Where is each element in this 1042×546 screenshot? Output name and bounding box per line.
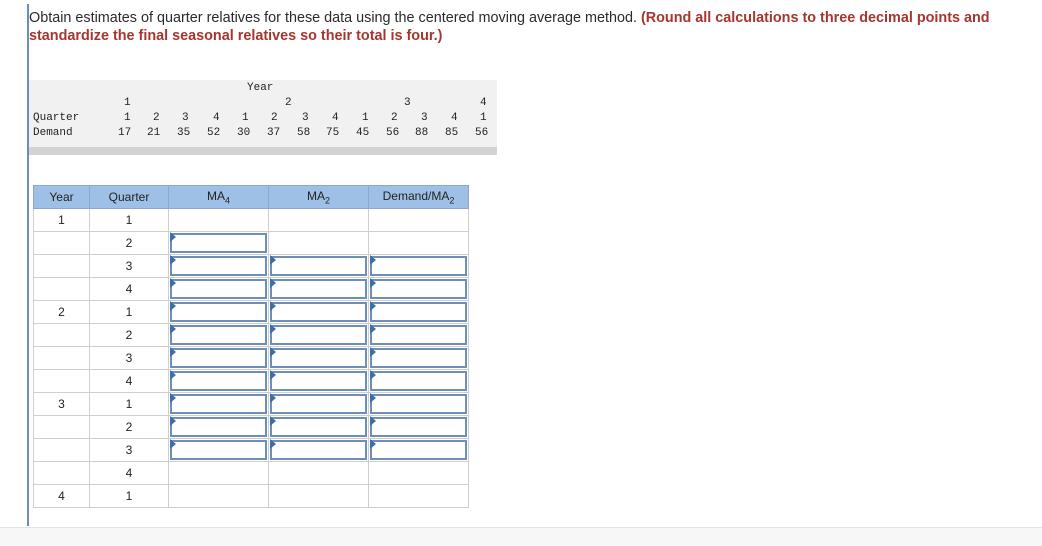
ratio-cell xyxy=(369,485,469,508)
entry-marker-icon xyxy=(270,301,276,311)
input-box[interactable] xyxy=(270,325,367,345)
demand-value: 85 xyxy=(445,127,459,139)
demand-value: 30 xyxy=(237,127,251,139)
demand-value: 75 xyxy=(326,127,340,139)
input-box[interactable] xyxy=(270,302,367,322)
input-box[interactable] xyxy=(370,417,467,437)
ma4-input[interactable] xyxy=(169,232,269,255)
ma2-input[interactable] xyxy=(269,255,369,278)
entry-marker-icon xyxy=(370,439,376,449)
quarter-value: 1 xyxy=(242,112,249,124)
table-row xyxy=(34,278,469,301)
demand-row-label: Demand xyxy=(33,127,73,139)
ratio-input[interactable] xyxy=(369,324,469,347)
entry-marker-icon xyxy=(170,347,176,357)
quarter-value: 4 xyxy=(213,112,220,124)
entry-marker-icon xyxy=(370,347,376,357)
input-box[interactable] xyxy=(370,371,467,391)
col-header-ma4 xyxy=(169,186,269,209)
entry-marker-icon xyxy=(170,324,176,334)
ma2-cell xyxy=(269,209,369,232)
input-box[interactable] xyxy=(170,256,267,276)
table-row xyxy=(34,439,469,462)
table-row xyxy=(34,462,469,485)
quarter-value: 1 xyxy=(480,112,487,124)
demand-value: 45 xyxy=(356,127,370,139)
quarter-value: 1 xyxy=(124,112,131,124)
data-table-footer-bar xyxy=(29,147,497,155)
ma2-cell xyxy=(269,462,369,485)
table-row xyxy=(34,209,469,232)
ratio-input[interactable] xyxy=(369,393,469,416)
entry-marker-icon xyxy=(270,416,276,426)
input-box[interactable] xyxy=(170,348,267,368)
input-box[interactable] xyxy=(170,302,267,322)
year-cell xyxy=(34,255,90,278)
col-header-quarter: Quarter xyxy=(90,186,169,209)
ma4-input[interactable] xyxy=(169,278,269,301)
year-cell xyxy=(34,439,90,462)
entry-marker-icon xyxy=(170,393,176,403)
quarter-value: 4 xyxy=(451,112,458,124)
year-heading: Year xyxy=(247,82,274,94)
input-box[interactable] xyxy=(170,417,267,437)
entry-marker-icon xyxy=(270,439,276,449)
demand-value: 88 xyxy=(415,127,429,139)
ma4-input[interactable] xyxy=(169,370,269,393)
entry-marker-icon xyxy=(370,393,376,403)
table-row xyxy=(34,393,469,416)
quarter-cell: 1 xyxy=(90,485,169,508)
input-box[interactable] xyxy=(170,394,267,414)
entry-marker-icon xyxy=(170,255,176,265)
quarter-cell: 4 xyxy=(90,370,169,393)
ma2-input[interactable] xyxy=(269,324,369,347)
input-box[interactable] xyxy=(370,302,467,322)
entry-marker-icon xyxy=(270,347,276,357)
ma2-input[interactable] xyxy=(269,278,369,301)
ratio-input[interactable] xyxy=(369,370,469,393)
input-box[interactable] xyxy=(270,417,367,437)
entry-marker-icon xyxy=(370,370,376,380)
ratio-input[interactable] xyxy=(369,416,469,439)
quarter-cell: 3 xyxy=(90,439,169,462)
demand-value: 17 xyxy=(118,127,132,139)
input-box[interactable] xyxy=(270,348,367,368)
ma2-input[interactable] xyxy=(269,347,369,370)
demand-value: 37 xyxy=(267,127,281,139)
col-header-demand-ratio xyxy=(369,186,469,209)
quarter-cell: 1 xyxy=(90,393,169,416)
year-label-3: 3 xyxy=(404,97,411,109)
quarter-row-label: Quarter xyxy=(33,112,80,124)
answer-table-header xyxy=(34,186,469,209)
ma2-cell xyxy=(269,485,369,508)
year-label-4: 4 xyxy=(480,97,487,109)
ma4-input[interactable] xyxy=(169,416,269,439)
quarter-cell: 2 xyxy=(90,324,169,347)
ma2-label: MA xyxy=(306,188,325,203)
ratio-input[interactable] xyxy=(369,301,469,324)
ma4-cell xyxy=(169,209,269,232)
year-label-2: 2 xyxy=(285,97,292,109)
entry-marker-icon xyxy=(170,301,176,311)
ratio-cell xyxy=(369,232,469,255)
quarter-cell: 1 xyxy=(90,301,169,324)
col-header-year: Year xyxy=(34,186,90,209)
year-cell xyxy=(34,232,90,255)
year-cell: 4 xyxy=(34,485,90,508)
quarter-cell: 1 xyxy=(90,209,169,232)
input-box[interactable] xyxy=(170,233,267,253)
ma4-input[interactable] xyxy=(169,393,269,416)
entry-marker-icon xyxy=(370,278,376,288)
answer-table xyxy=(33,185,469,508)
ratio-cell xyxy=(369,209,469,232)
table-row xyxy=(34,347,469,370)
ratio-input[interactable] xyxy=(369,255,469,278)
ratio-input[interactable] xyxy=(369,278,469,301)
year-cell xyxy=(34,416,90,439)
input-box[interactable] xyxy=(170,279,267,299)
entry-marker-icon xyxy=(170,416,176,426)
year-cell: 3 xyxy=(34,393,90,416)
quarter-cell: 2 xyxy=(90,416,169,439)
quarter-cell: 4 xyxy=(90,278,169,301)
question-prompt xyxy=(29,9,1029,45)
ratio-label: Demand/MA xyxy=(382,188,450,203)
year-cell xyxy=(34,324,90,347)
footer-band xyxy=(0,527,1042,546)
input-box[interactable] xyxy=(270,394,367,414)
ma2-cell xyxy=(269,232,369,255)
input-box[interactable] xyxy=(270,256,367,276)
ma4-cell xyxy=(169,485,269,508)
input-box[interactable] xyxy=(370,279,467,299)
table-row xyxy=(34,255,469,278)
entry-marker-icon xyxy=(270,278,276,288)
table-row xyxy=(34,416,469,439)
input-box[interactable] xyxy=(370,348,467,368)
quarter-value: 4 xyxy=(332,112,339,124)
ma4-input[interactable] xyxy=(169,301,269,324)
demand-value: 52 xyxy=(207,127,221,139)
year-cell: 2 xyxy=(34,301,90,324)
table-row xyxy=(34,232,469,255)
year-cell xyxy=(34,347,90,370)
ma4-subscript: 4 xyxy=(224,195,230,206)
quarter-cell: 3 xyxy=(90,255,169,278)
demand-value: 56 xyxy=(475,127,489,139)
entry-marker-icon xyxy=(370,301,376,311)
ma2-subscript: 2 xyxy=(324,195,330,206)
input-box[interactable] xyxy=(170,371,267,391)
ratio-cell xyxy=(369,462,469,485)
ma2-input[interactable] xyxy=(269,393,369,416)
ma2-input[interactable] xyxy=(269,416,369,439)
year-label-1: 1 xyxy=(124,97,131,109)
given-data-table xyxy=(29,80,497,155)
quarter-value: 2 xyxy=(271,112,278,124)
entry-marker-icon xyxy=(370,324,376,334)
year-cell: 1 xyxy=(34,209,90,232)
ma2-input[interactable] xyxy=(269,439,369,462)
table-row xyxy=(34,301,469,324)
ratio-input[interactable] xyxy=(369,347,469,370)
entry-marker-icon xyxy=(170,439,176,449)
entry-marker-icon xyxy=(170,370,176,380)
input-box[interactable] xyxy=(170,440,267,460)
input-box[interactable] xyxy=(270,440,367,460)
table-row xyxy=(34,485,469,508)
ma4-input[interactable] xyxy=(169,439,269,462)
year-cell xyxy=(34,370,90,393)
year-cell xyxy=(34,278,90,301)
ma4-input[interactable] xyxy=(169,324,269,347)
input-box[interactable] xyxy=(370,325,467,345)
ma2-input[interactable] xyxy=(269,301,369,324)
input-box[interactable] xyxy=(270,279,367,299)
prompt-emphasis: (Round all calculations to three decimal points and standardize the final seasonal relatives so their total is four.) xyxy=(29,10,990,44)
table-row xyxy=(34,324,469,347)
table-row xyxy=(34,370,469,393)
demand-value: 56 xyxy=(386,127,400,139)
input-box[interactable] xyxy=(370,440,467,460)
prompt-text: Obtain estimates of quarter relatives for these data using the centered moving average method. xyxy=(29,10,637,26)
ratio-subscript: 2 xyxy=(449,195,455,206)
entry-marker-icon xyxy=(170,232,176,242)
entry-marker-icon xyxy=(170,278,176,288)
entry-marker-icon xyxy=(370,416,376,426)
input-box[interactable] xyxy=(170,325,267,345)
quarter-cell: 4 xyxy=(90,462,169,485)
col-header-ma2 xyxy=(269,186,369,209)
entry-marker-icon xyxy=(370,255,376,265)
demand-value: 58 xyxy=(297,127,311,139)
input-box[interactable] xyxy=(370,256,467,276)
quarter-value: 3 xyxy=(302,112,309,124)
ma2-input[interactable] xyxy=(269,370,369,393)
demand-value: 35 xyxy=(177,127,191,139)
quarter-cell: 3 xyxy=(90,347,169,370)
ma4-input[interactable] xyxy=(169,347,269,370)
ma4-label: MA xyxy=(206,188,225,203)
quarter-value: 1 xyxy=(362,112,369,124)
ma4-input[interactable] xyxy=(169,255,269,278)
year-cell xyxy=(34,462,90,485)
quarter-value: 2 xyxy=(391,112,398,124)
entry-marker-icon xyxy=(270,255,276,265)
quarter-value: 3 xyxy=(421,112,428,124)
entry-marker-icon xyxy=(270,370,276,380)
quarter-value: 2 xyxy=(153,112,160,124)
input-box[interactable] xyxy=(370,394,467,414)
demand-value: 21 xyxy=(147,127,161,139)
ma4-cell xyxy=(169,462,269,485)
input-box[interactable] xyxy=(270,371,367,391)
quarter-value: 3 xyxy=(182,112,189,124)
entry-marker-icon xyxy=(270,324,276,334)
ratio-input[interactable] xyxy=(369,439,469,462)
quarter-cell: 2 xyxy=(90,232,169,255)
entry-marker-icon xyxy=(270,393,276,403)
